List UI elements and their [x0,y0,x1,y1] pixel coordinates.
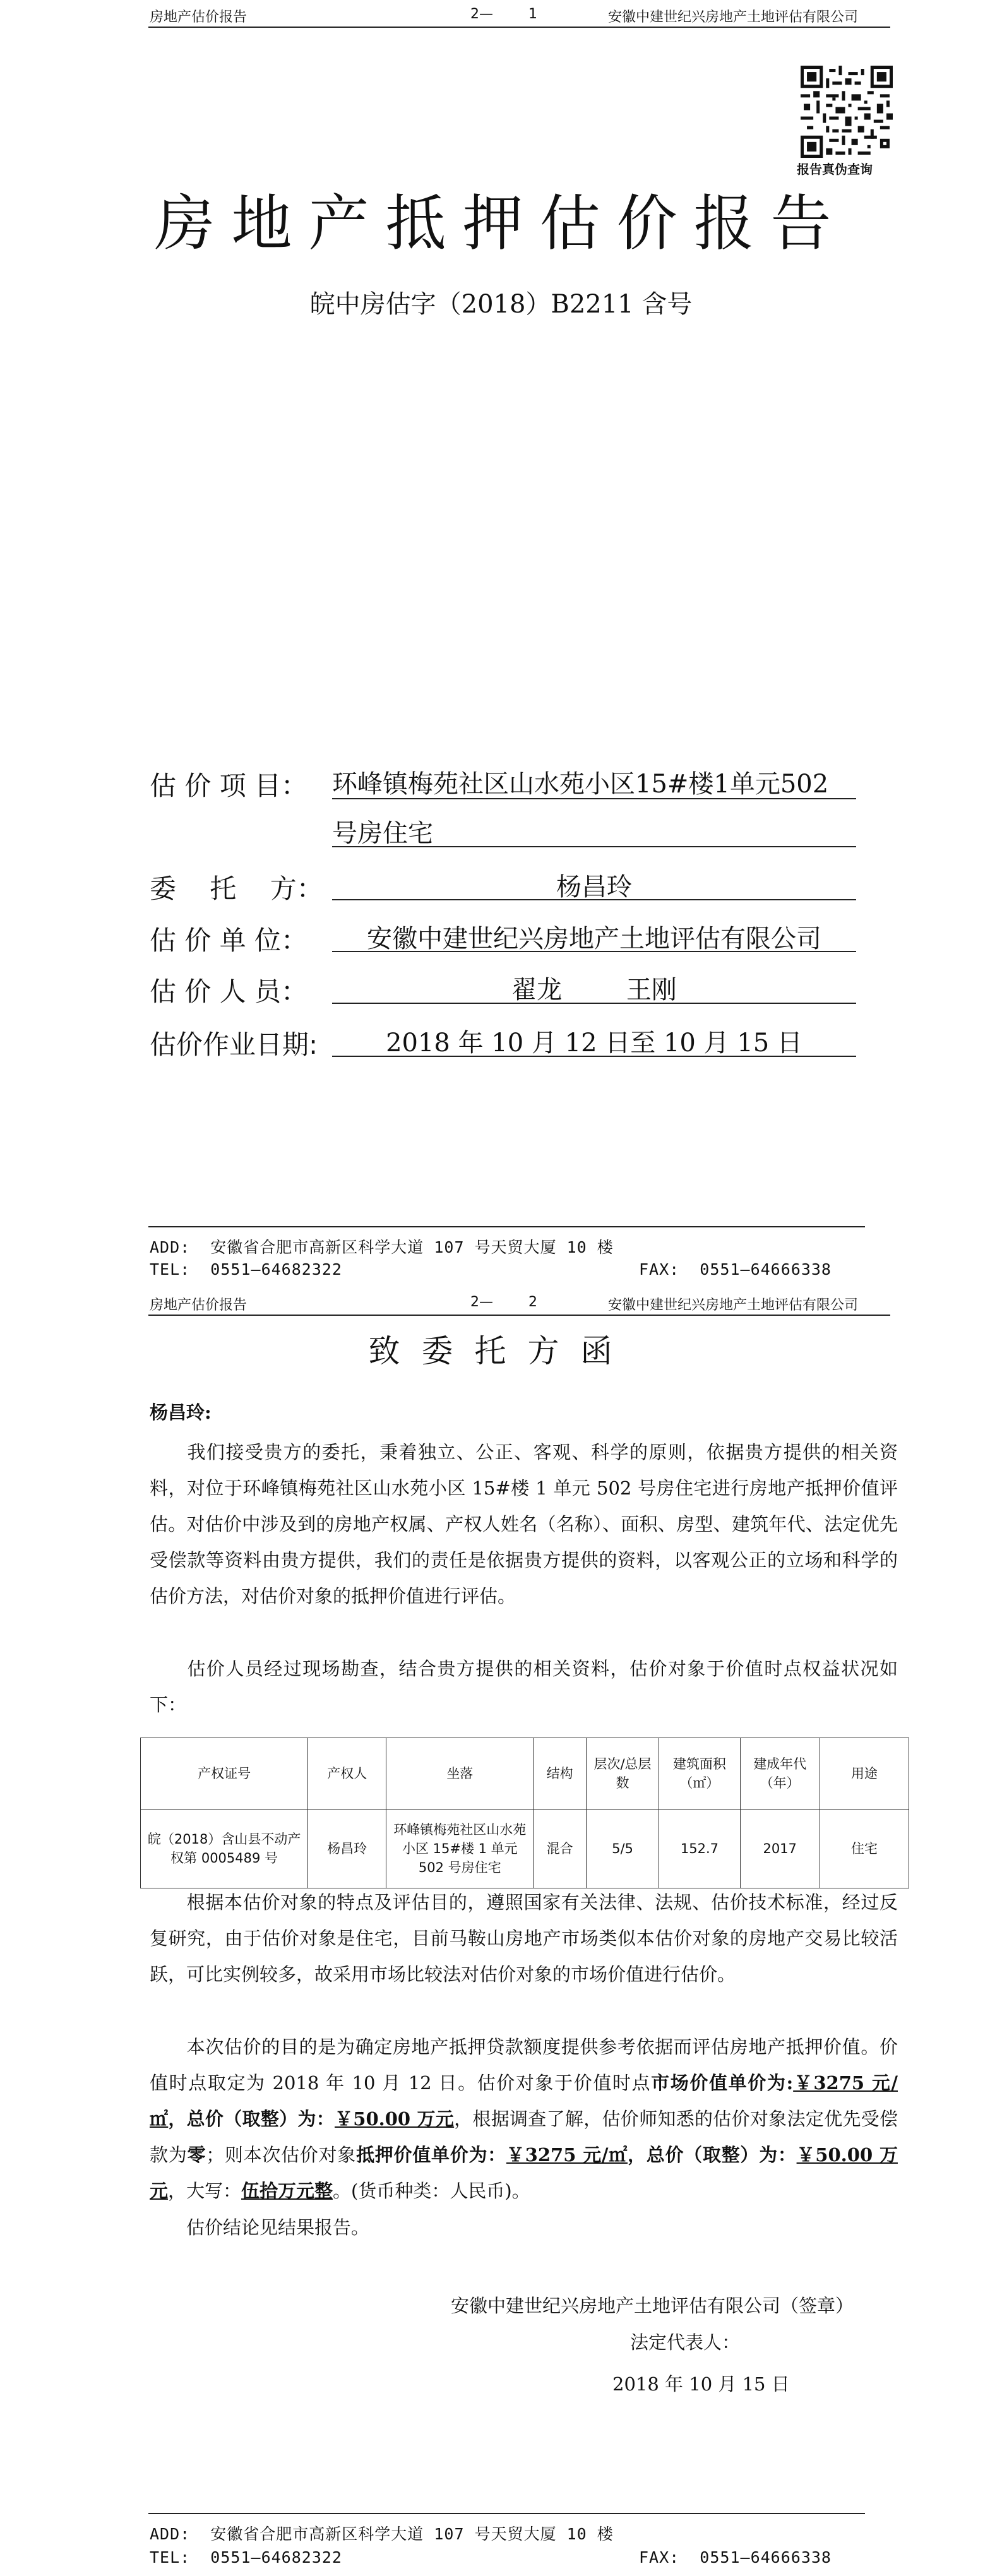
footer-fax: FAX: 0551—64666338 [639,2548,832,2567]
footer-address: ADD: 安徽省合肥市高新区科学大道 107 号天贸大厦 10 楼 [150,2525,614,2543]
paragraph-5-text: 估价结论见结果报告。 [186,2217,370,2238]
table-header: 产权人 [308,1738,386,1810]
table-header-row [141,1738,909,1810]
table-cell: 杨昌玲 [308,1810,386,1888]
paragraph-1 [150,1434,898,1614]
paragraph-1-text: 我们接受贵方的委托，秉着独立、公正、客观、科学的原则，依据贵方提供的相关资料，对位于环峰镇梅苑社区山水苑小区 15#楼 1 单元 502 号房住宅进行房地产抵押价值评估。对估价中涉及到的房地产权属、产权人姓名（名称）、面积、房型、建筑年代、法定优先受偿款等资料由贵方提供，我们的责任是依据贵方提供的资料，以客观公正的立场和科学的估价方法，对估价对象的抵押价值进行评估。 [150,1441,898,1607]
signature-representative: 法定代表人： [630,2332,741,2353]
p4-text-h: ；则本次估价对象 [206,2144,357,2166]
staff-value: 翟龙 王刚 [511,975,677,1005]
footer-rule [148,1226,865,1227]
table-header: 坐落 [386,1738,534,1810]
unit-value: 安徽中建世纪兴房地产土地评估有限公司 [367,924,821,953]
table-cell: 混合 [534,1810,586,1888]
table-header: 建筑面积（㎡） [659,1738,740,1810]
p4-text-f: ，根据调查了解，估价师知悉的估价对象法定优先受偿款为 [150,2108,898,2166]
paragraph-3-text: 根据本估价对象的特点及评估目的，遵照国家有关法律、法规、估价技术标准，经过反复研究，由于估价对象是住宅，目前马鞍山房地产市场类似本估价对象的房地产交易比较活跃，可比实例较多，故采用市场比较法对估价对象的市场价值进行估价。 [150,1892,898,1985]
paragraph-4 [150,2029,898,2209]
paragraph-2-text: 估价人员经过现场勘查，结合贵方提供的相关资料，估价对象于价值时点权益状况如下： [150,1658,898,1715]
p4-market-total-label: ，总价（取整）为： [168,2108,335,2130]
header-left: 房地产估价报告 [150,9,248,25]
table-cell: 环峰镇梅苑社区山水苑小区 15#楼 1 单元 502 号房住宅 [386,1810,534,1888]
qr-caption: 报告真伪查询 [797,162,873,177]
table-header: 层次/总层数 [586,1738,659,1810]
p4-market-total-price: ￥50.00 万元 [335,2108,455,2130]
header-right: 安徽中建世纪兴房地产土地评估有限公司 [608,1297,859,1313]
table-cell: 2017 [740,1810,820,1888]
p4-text-m: ，大写： [168,2180,242,2202]
client-label: 委 托 方： [150,873,323,904]
staff-underline [332,1003,856,1004]
table-row [141,1810,909,1888]
unit-label: 估 价 单 位： [150,925,308,956]
header-page-number: 2— 2 [470,1294,537,1310]
paragraph-5 [150,2210,898,2246]
project-underline-2 [332,846,856,847]
signature-company: 安徽中建世纪兴房地产土地评估有限公司（签章） [451,2295,854,2317]
unit-underline [332,951,856,952]
p4-amount-in-words: 伍拾万元整 [241,2180,333,2202]
signature-date: 2018 年 10 月 15 日 [612,2373,790,2395]
p4-mortgage-unit-price: ￥3275 元/㎡ [506,2144,628,2166]
staff-label: 估 价 人 员： [150,976,308,1007]
header-rule [148,27,890,28]
date-value: 2018 年 10 月 12 日至 10 月 15 日 [386,1029,802,1058]
p4-mortgage-total-label: ，总价（取整）为： [627,2144,797,2166]
table-header: 建成年代（年） [740,1738,820,1810]
date-label: 估价作业日期: [150,1029,318,1060]
table-cell: 5/5 [586,1810,659,1888]
table-header: 产权证号 [141,1738,308,1810]
p4-text-o: 。(货币种类：人民币)。 [333,2180,530,2202]
report-number: 皖中房估字（2018）B2211 含号 [309,290,693,319]
table-header: 结构 [534,1738,586,1810]
p4-text-a: 本次估价的目的是为确定房地产抵押贷款额度提供参考依据而评估房地产抵押价值。价值时点取定为 2018 年 10 月 12 日。估价对象于价值时点 [150,2036,898,2094]
report-title: 房地产抵押估价报告 [154,188,848,259]
p4-mortgage-unit-label: 抵押价值单价为： [356,2144,506,2166]
table-cell: 住宅 [820,1810,909,1888]
p4-market-unit-label: 市场价值单价为: [651,2072,794,2094]
footer-rule [148,2513,865,2514]
date-underline [332,1056,856,1057]
client-underline [332,899,856,900]
table-header: 用途 [820,1738,909,1810]
p4-priority-amount: 零 [187,2144,206,2166]
table-cell: 皖（2018）含山县不动产权第 0005489 号 [141,1810,308,1888]
p4-market-unit-price: ￥3275 元/㎡ [150,2072,898,2130]
paragraph-2 [150,1651,898,1723]
footer-tel: TEL: 0551—64682322 [150,1260,342,1279]
project-value-line1: 环峰镇梅苑社区山水苑小区15#楼1单元502 [332,770,829,799]
header-page-number: 2— 1 [470,6,537,22]
table-cell: 152.7 [659,1810,740,1888]
project-value-line2: 号房住宅 [332,819,433,848]
client-value: 杨昌玲 [556,873,632,902]
property-table [140,1738,909,1888]
footer-tel: TEL: 0551—64682322 [150,2548,342,2567]
header-rule [148,1315,890,1316]
project-underline-1 [332,798,856,799]
letter-title: 致委托方函 [368,1333,634,1369]
project-label: 估 价 项 目： [150,770,308,801]
p4-mortgage-total-price: ￥50.00 万元 [150,2144,898,2202]
header-right: 安徽中建世纪兴房地产土地评估有限公司 [608,9,859,25]
qr-code-icon[interactable] [801,66,893,158]
header-left: 房地产估价报告 [150,1297,248,1313]
footer-address: ADD: 安徽省合肥市高新区科学大道 107 号天贸大厦 10 楼 [150,1238,614,1256]
paragraph-3 [150,1885,898,1993]
salutation: 杨昌玲: [150,1402,212,1423]
footer-fax: FAX: 0551—64666338 [639,1260,832,1279]
